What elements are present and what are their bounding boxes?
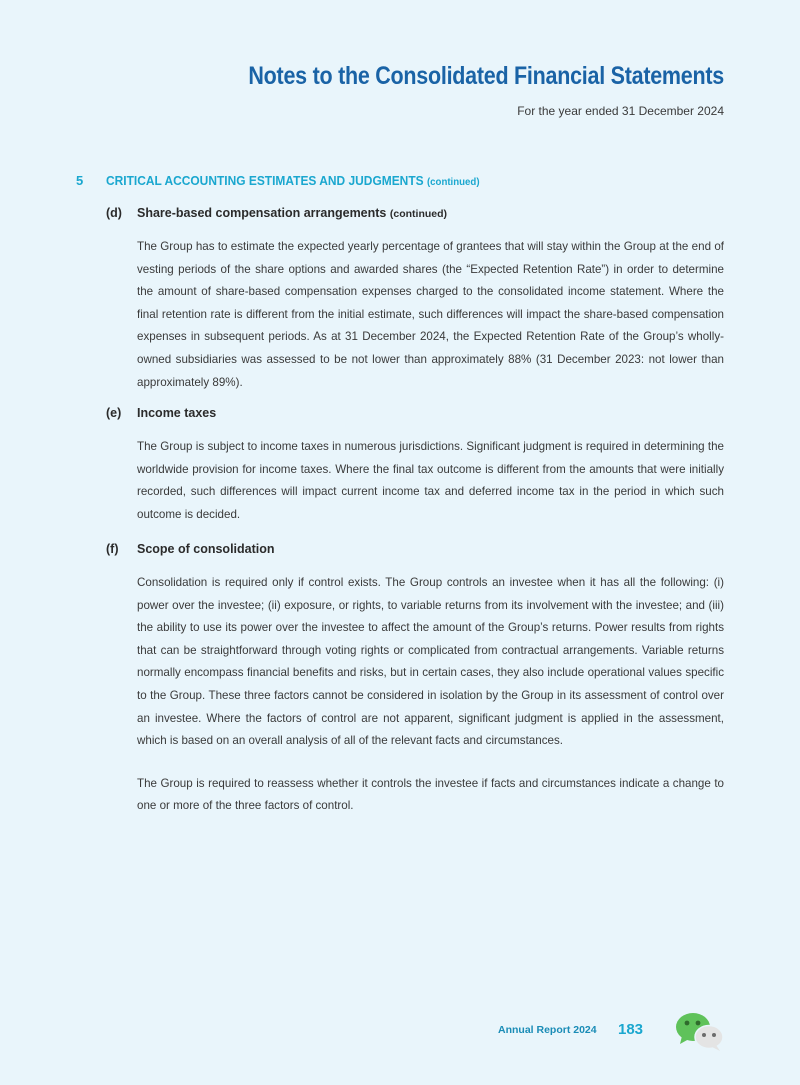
paragraph: The Group has to estimate the expected yearly percentage of grantees that will stay within the Group at the end of vesting periods of the share options and awarded shares (the “Expected Retention Rate”) in order to determine the amount of share-based compensation expenses charged to the consolidated income statement. Where the final retention rate is different from the initial estimate, such differences will impact the share-based compensation expenses in subsequent periods. As at 31 December 2024, the Expected Retention Rate of the Group’s wholly-owned subsidiaries was assessed to be not lower than approximately 88% (31 December 2023: not lower than approximately 89%). [137, 240, 724, 389]
section-title-text: CRITICAL ACCOUNTING ESTIMATES AND JUDGMENTS [106, 173, 424, 188]
footer-report-label: Annual Report 2024 [498, 1024, 597, 1036]
paragraph: The Group is required to reassess whether it controls the investee if facts and circumstances indicate a change to one or more of the three factors of control. [137, 776, 724, 813]
subsection-title: Scope of consolidation [137, 542, 275, 556]
paragraph: The Group is subject to income taxes in numerous jurisdictions. Significant judgment is required in determining the worldwide provision for income taxes. Where the final tax outcome is different from the amounts that were initially recorded, such differences will impact current income tax and deferred income tax in the period in which such outcome is decided. [137, 440, 724, 521]
subsection-f [106, 542, 724, 830]
subsection-e [106, 406, 724, 538]
subsection-heading [106, 206, 724, 226]
page-subtitle: For the year ended 31 December 2024 [517, 104, 724, 118]
subsection-letter: (e) [106, 406, 122, 420]
subsection-letter: (d) [106, 206, 122, 220]
subsection-letter: (f) [106, 542, 119, 556]
page-title: Notes to the Consolidated Financial Statements [248, 62, 724, 90]
section-title [106, 173, 480, 188]
section-heading [76, 173, 512, 188]
subsection-continued: (continued) [389, 208, 448, 220]
wechat-logo-icon [674, 1010, 726, 1052]
subsection-heading [106, 406, 724, 426]
subsection-title: Income taxes [137, 406, 217, 420]
paragraph: Consolidation is required only if control exists. The Group controls an investee when it has all the following: (i) power over the investee; (ii) exposure, or rights, to variable returns from its involvement with the investee; and (iii) the ability to use its power over the investee to affect the amount of the Group’s returns. Power results from rights that can be straightforward through voting rights or complicated from contractual arrangements. Variable returns normally encompass financial benefits and risks, but in certain cases, they also include operational values specific to the Group. These three factors cannot be considered in isolation by the Group in its assessment of control over an investee. Where the factors of control are not apparent, significant judgment is applied in the assessment, which is based on an overall analysis of all of the relevant facts and circumstances. [137, 576, 724, 748]
subsection-title: Share-based compensation arrangements [137, 206, 387, 220]
section-number: 5 [76, 173, 84, 188]
page-number: 183 [618, 1021, 644, 1038]
subsection-heading [106, 542, 724, 562]
section-continued: (continued) [426, 176, 480, 188]
subsection-d [106, 206, 724, 406]
